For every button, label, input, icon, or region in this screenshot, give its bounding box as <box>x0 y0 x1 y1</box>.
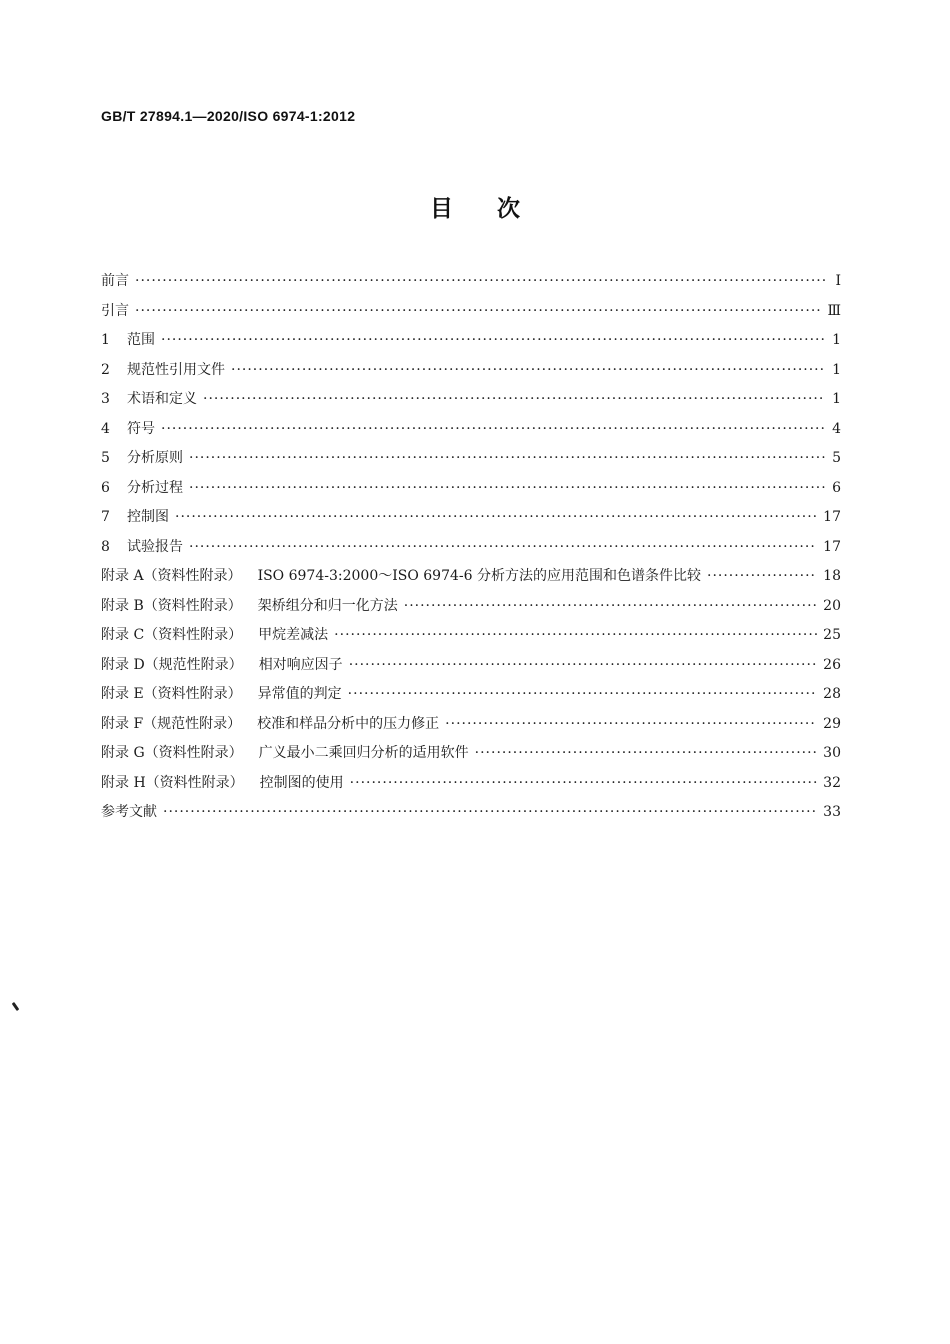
toc-entry-page: 30 <box>823 745 841 761</box>
toc-entry-label: 试验报告 <box>127 538 183 555</box>
toc-title: 目次 <box>430 196 564 222</box>
toc-entry-page: 26 <box>823 656 841 673</box>
toc-dot-leader <box>189 444 825 474</box>
toc-entry-page: 33 <box>823 804 841 820</box>
toc-dot-leader <box>163 798 817 828</box>
toc-entry-label: 引言 <box>101 302 129 319</box>
toc-entry-annex: 附录 A（资料性附录） <box>101 568 242 584</box>
toc-entry[interactable] <box>101 710 841 740</box>
toc-entry[interactable] <box>101 680 841 710</box>
toc-entry-page: 1 <box>832 332 841 348</box>
toc-dot-leader <box>175 503 817 533</box>
toc-entry-label: 甲烷差减法 <box>258 627 329 643</box>
toc-entry-page: 18 <box>823 568 841 584</box>
toc-entry[interactable] <box>101 769 841 799</box>
toc-entry[interactable] <box>101 474 841 504</box>
toc-entry-page: 25 <box>823 627 841 643</box>
toc-entry-label: 分析过程 <box>127 479 183 496</box>
toc-entry-number: 7 <box>101 509 110 525</box>
toc-entry[interactable] <box>101 533 841 563</box>
toc-entry-page: 28 <box>823 686 841 702</box>
toc-dot-leader <box>475 739 818 769</box>
toc-entry-label: ISO 6974-3:2000～ISO 6974-6 分析方法的应用范围和色谱条件比较 <box>257 568 701 584</box>
toc-entry-annex: 附录 H（资料性附录） <box>101 774 244 791</box>
toc-entry-number: 1 <box>101 332 110 348</box>
toc-entry[interactable] <box>101 385 841 415</box>
toc-entry[interactable] <box>101 739 841 769</box>
toc-entry-page: 17 <box>823 538 841 555</box>
toc-entry-label: 相对响应因子 <box>258 656 343 673</box>
toc-entry-label: 控制图 <box>127 509 169 525</box>
toc-entry-annex: 附录 F（规范性附录） <box>101 715 242 732</box>
toc-entry[interactable] <box>101 562 841 592</box>
toc-entry-annex: 附录 E（资料性附录） <box>101 686 242 702</box>
toc-entry-page: 5 <box>832 450 841 466</box>
toc-entry-page: 32 <box>823 774 841 791</box>
toc-entry-label: 范围 <box>127 332 155 348</box>
toc-dot-leader <box>349 651 817 681</box>
toc-entry-label: 前言 <box>101 273 129 289</box>
toc-entry[interactable] <box>101 651 841 681</box>
toc-entry[interactable] <box>101 326 841 356</box>
toc-dot-leader <box>231 356 825 386</box>
toc-entry[interactable] <box>101 798 841 828</box>
toc-entry-label: 规范性引用文件 <box>127 361 225 378</box>
toc-entry-annex: 附录 B（资料性附录） <box>101 597 242 614</box>
toc-dot-leader <box>203 385 825 415</box>
toc-entry-label: 异常值的判定 <box>257 686 342 702</box>
toc-dot-leader <box>404 592 817 622</box>
toc-entry[interactable] <box>101 415 841 445</box>
toc-entry-number: 8 <box>101 538 110 555</box>
toc-entry-annex: 附录 G（资料性附录） <box>101 745 243 761</box>
toc-entry-label: 分析原则 <box>127 450 183 466</box>
toc-entry-page: Ⅰ <box>835 273 841 289</box>
toc-entry[interactable] <box>101 592 841 622</box>
toc-entry[interactable] <box>101 356 841 386</box>
toc-dot-leader <box>350 769 818 799</box>
toc-entry-number: 3 <box>101 391 110 407</box>
toc-dot-leader <box>135 297 821 327</box>
stray-ink-mark <box>12 1002 20 1011</box>
toc-dot-leader <box>334 621 817 651</box>
toc-entry[interactable] <box>101 621 841 651</box>
toc-entry-label: 符号 <box>127 420 155 437</box>
toc-entry-page: 4 <box>832 420 841 437</box>
toc-dot-leader <box>189 474 825 504</box>
toc-entry-page: 29 <box>823 715 841 732</box>
toc-entry-page: 20 <box>823 597 841 614</box>
toc-dot-leader <box>348 680 818 710</box>
toc-entry-number: 6 <box>101 479 110 496</box>
toc-entry[interactable] <box>101 297 841 327</box>
toc-entry-number: 5 <box>101 450 110 466</box>
toc-dot-leader <box>445 710 817 740</box>
toc-entry-label: 术语和定义 <box>127 391 197 407</box>
toc-entry-annex: 附录 D（规范性附录） <box>101 656 243 673</box>
toc-dot-leader <box>161 326 825 356</box>
toc-entry-number: 4 <box>101 420 110 437</box>
toc-entry-page: 6 <box>832 479 841 496</box>
toc-entry-label: 架桥组分和归一化方法 <box>257 597 398 614</box>
toc-entry-page: 1 <box>832 361 841 378</box>
document-code-header: GB/T 27894.1—2020/ISO 6974-1:2012 <box>101 108 356 124</box>
toc-dot-leader <box>135 267 825 297</box>
toc-entry-label: 参考文献 <box>101 804 157 820</box>
toc-entry-number: 2 <box>101 361 110 378</box>
toc-entry-label: 校准和样品分析中的压力修正 <box>257 715 440 732</box>
toc-dot-leader <box>161 415 825 445</box>
toc-entry[interactable] <box>101 444 841 474</box>
toc-dot-leader <box>707 562 817 592</box>
toc-entry-page: Ⅲ <box>827 302 841 319</box>
toc-entry[interactable] <box>101 267 841 297</box>
toc-entry-annex: 附录 C（资料性附录） <box>101 627 243 643</box>
toc-entry-page: 1 <box>832 391 841 407</box>
toc-entry-page: 17 <box>823 509 841 525</box>
table-of-contents <box>101 267 841 828</box>
toc-dot-leader <box>189 533 817 563</box>
toc-entry[interactable] <box>101 503 841 533</box>
toc-entry-label: 控制图的使用 <box>259 774 344 791</box>
toc-entry-label: 广义最小二乘回归分析的适用软件 <box>258 745 469 761</box>
